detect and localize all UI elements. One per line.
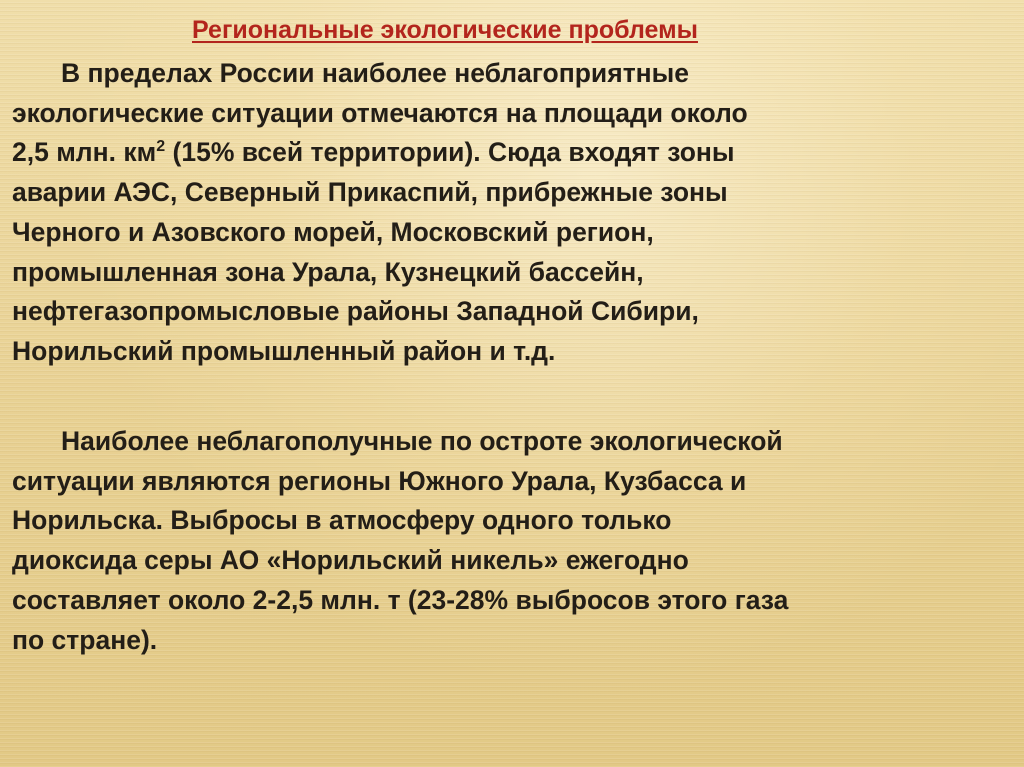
- paragraph-emissions: [12, 422, 788, 660]
- paragraph-line: Норильска. Выбросы в атмосферу одного только: [12, 505, 672, 536]
- paragraph-line: ситуации являются регионы Южного Урала, Кузбасса и: [12, 465, 747, 496]
- paragraph-line: составляет около 2-2,5 млн. т (23-28% выбросов этого газа: [12, 584, 789, 615]
- area-value-text: 2,5 млн. км: [12, 137, 157, 168]
- area-continuation-text: (15% всей территории). Сюда входят зоны: [165, 137, 735, 168]
- paragraph-line: по стране).: [12, 624, 158, 655]
- superscript-exponent: 2: [156, 138, 166, 156]
- paragraph-line: аварии АЭС, Северный Прикаспий, прибрежные зоны: [12, 177, 728, 208]
- paragraph-line: В пределах России наиболее неблагоприятные: [61, 58, 690, 88]
- paragraph-line: диоксида серы АО «Норильский никель» ежегодно: [12, 545, 689, 576]
- paragraph-line: Норильский промышленный район и т.д.: [12, 335, 556, 366]
- paragraph-line: нефтегазопромысловые районы Западной Сибири,: [12, 296, 699, 327]
- slide-title: Региональные экологические проблемы: [192, 16, 698, 44]
- paragraph-line: экологические ситуации отмечаются на площади около: [12, 97, 748, 128]
- paragraph-line: Черного и Азовского морей, Московский регион,: [12, 216, 654, 247]
- paragraph-line: промышленная зона Урала, Кузнецкий бассейн,: [12, 256, 644, 287]
- paragraph-line: Наиболее неблагополучные по остроте экологической: [61, 426, 783, 456]
- paragraph-regions: [12, 54, 748, 372]
- paragraph-line: [12, 133, 748, 173]
